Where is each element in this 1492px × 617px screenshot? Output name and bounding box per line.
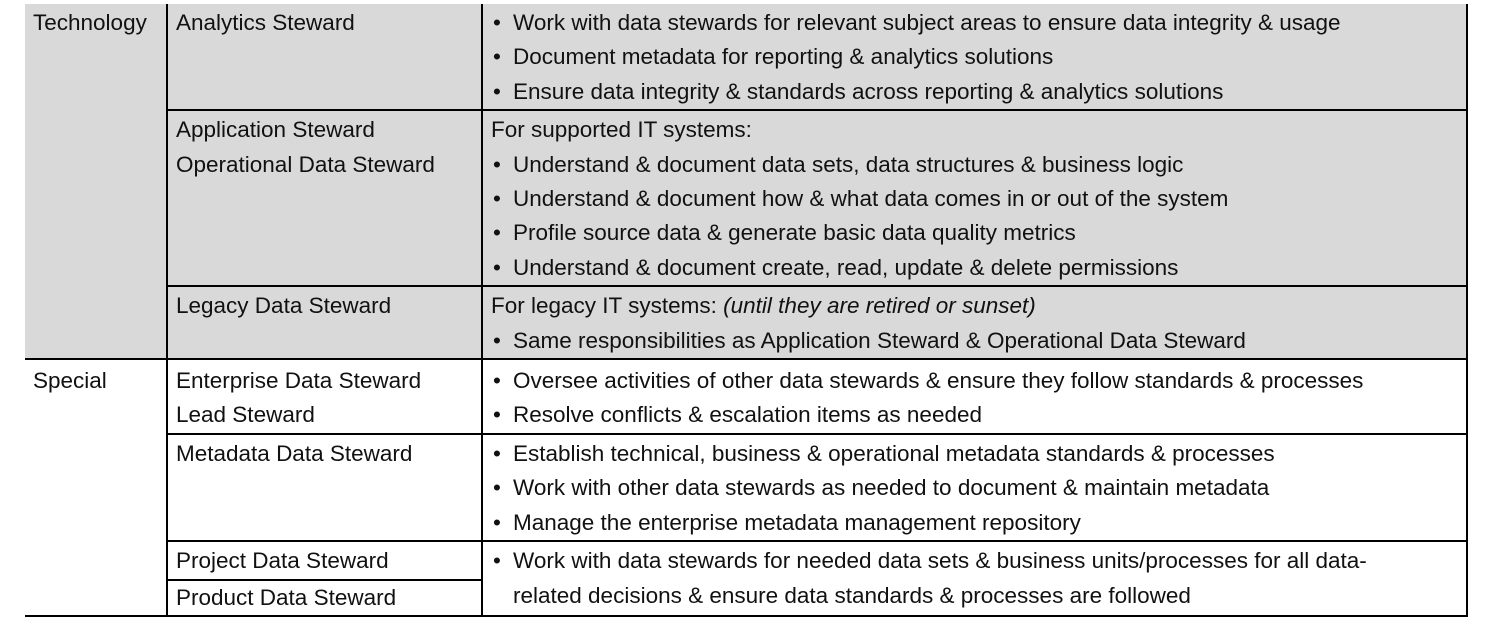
list-item: • Document metadata for reporting & analytics solutions — [491, 40, 1466, 74]
list-item: • Understand & document how & what data comes in or out of the system — [491, 182, 1466, 216]
list-item: • Understand & document data sets, data structures & business logic — [491, 148, 1466, 182]
role-cell — [167, 434, 482, 541]
role-cell — [167, 286, 482, 359]
role-name: Product Data Steward — [168, 579, 481, 615]
description-cell — [482, 286, 1467, 359]
list-item: • Same responsibilities as Application Steward & Operational Data Steward — [491, 324, 1466, 358]
data-steward-roles-table — [25, 4, 1468, 617]
list-item: • Understand & document create, read, update & delete permissions — [491, 251, 1466, 285]
group-cell-special — [25, 359, 167, 616]
role-cell — [167, 4, 482, 110]
role-name: Lead Steward — [176, 402, 315, 428]
role-name: Enterprise Data Steward — [176, 368, 422, 394]
role-name: Metadata Data Steward — [176, 440, 413, 466]
description-cell — [482, 541, 1467, 616]
role-name: Application Steward — [176, 117, 375, 143]
description-cell — [482, 359, 1467, 434]
table-row — [25, 541, 1467, 616]
list-item: • Manage the enterprise metadata management repository — [491, 506, 1466, 540]
group-label: Special — [33, 368, 107, 394]
table-row — [25, 359, 1467, 434]
role-cell — [167, 110, 482, 286]
list-item: • Work with data stewards for relevant subject areas to ensure data integrity & usage — [491, 6, 1466, 40]
list-item: • Work with data stewards for needed data sets & business units/processes for all data- — [491, 544, 1466, 578]
group-cell-technology — [25, 4, 167, 359]
table-row — [25, 110, 1467, 286]
table-row — [25, 434, 1467, 541]
table-row — [25, 286, 1467, 359]
list-item: • Work with other data stewards as needed to document & maintain metadata — [491, 471, 1466, 505]
list-item: • Profile source data & generate basic data quality metrics — [491, 216, 1466, 250]
description-cell — [482, 110, 1467, 286]
table-row — [25, 4, 1467, 110]
description-intro: For supported IT systems: — [491, 117, 752, 143]
role-cell — [167, 541, 482, 616]
role-name: Analytics Steward — [176, 10, 355, 35]
group-label: Technology — [33, 10, 147, 35]
description-cell — [482, 434, 1467, 541]
role-name: Project Data Steward — [176, 548, 389, 574]
list-item-continuation: related decisions & ensure data standards & processes are followed — [513, 582, 1191, 608]
role-name: Legacy Data Steward — [176, 293, 392, 319]
list-item: • Resolve conflicts & escalation items as needed — [491, 398, 1466, 432]
description-cell — [482, 4, 1467, 110]
description-intro: For legacy IT systems: — [491, 293, 717, 319]
description-intro-note: (until they are retired or sunset) — [723, 293, 1036, 319]
description-intro-line — [491, 289, 1466, 323]
list-item: • Ensure data integrity & standards across reporting & analytics solutions — [491, 75, 1466, 109]
role-name: Operational Data Steward — [176, 151, 435, 177]
list-item: • Establish technical, business & operational metadata standards & processes — [491, 437, 1466, 471]
role-cell — [167, 359, 482, 434]
list-item: • Oversee activities of other data stewards & ensure they follow standards & processes — [491, 364, 1466, 398]
